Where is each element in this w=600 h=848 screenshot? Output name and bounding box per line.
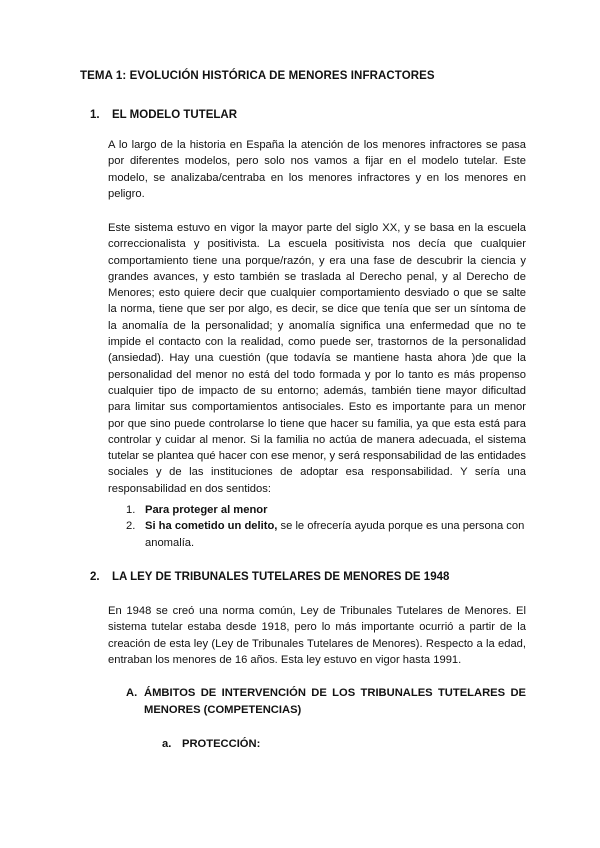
section-1-paragraph-2: Este sistema estuvo en vigor la mayor parte del siglo XX, y se basa en la escuela correccionalista y positivista. La escuela positivista nos decía que cualquier comportamiento tiene una porque/razón, y era una fase de descubrir la ciencia y grandes avances, y esto también se traslada al Derecho penal, y al Derecho de Menores; esto quiere decir que cualquier comportamiento desviado o que se salte la norma, tiene que ser por algo, es decir, se dice que tenía que ser un síntoma de la anomalía de la personalidad; y anomalía significa una enfermedad que no te impide el contacto con la realidad, como puede ser, trastornos de la personalidad (ansiedad). Hay una cuestión (que todavía se mantiene hasta ahora )de que la personalidad del menor no está del todo formada y por lo tanto es más propenso cualquier tipo de impacto de su entorno; además, también tiene mayor dificultad para limitar sus comportamientos antisociales. Esto es importante para un menor por que sino puede controlarse lo tiene que hacer su familia, ya que esta está para controlar y cuidar al menor. Si la familia no actúa de manera adecuada, el sistema tutelar se plantea qué hacer con ese menor, y será responsabilidad de las entidades sociales y de las instituciones de adoptar esa responsabilidad. Y sería una responsabilidad en dos sentidos:: [108, 222, 526, 495]
section-2-number: 2.: [90, 571, 100, 583]
section-1-title: EL MODELO TUTELAR: [112, 109, 238, 121]
section-1-list: [126, 502, 526, 551]
subsection-a-title: ÁMBITOS DE INTERVENCIÓN DE LOS TRIBUNALES TUTELARES DE MENORES (COMPETENCIAS): [144, 687, 526, 716]
list-item-text: se le ofrecería ayuda porque es una persona con anomalía.: [145, 520, 525, 549]
section-2-paragraph: En 1948 se creó una norma común, Ley de Tribunales Tutelares de Menores. El sistema tutelar estaba desde 1918, pero lo más importante ocurrió a partir de la creación de esta ley (Ley de Tribunales Tutelares de Menores). Respecto a la edad, entraban los menores de 16 años. Esta ley estuvo en vigor hasta 1991.: [108, 605, 526, 666]
list-item-bold: Si ha cometido un delito,: [145, 520, 278, 533]
subsection-a-a-title: PROTECCIÓN:: [182, 738, 261, 750]
list-item-bold: Para proteger al menor: [145, 504, 268, 516]
subsection-a-a-number: a.: [162, 738, 172, 750]
section-1-paragraph-1: A lo largo de la historia en España la atención de los menores infractores se pasa por diferentes modelos, pero solo nos vamos a fijar en el modelo tutelar. Este modelo, se analizaba/centraba en los menores infractores y en los menores en peligro.: [108, 139, 526, 200]
list-item-number: 2.: [126, 520, 136, 533]
section-2-title: LA LEY DE TRIBUNALES TUTELARES DE MENORES DE 1948: [112, 571, 450, 583]
list-item-number: 1.: [126, 504, 136, 516]
subsection-a-heading: [126, 685, 526, 719]
subsection-a-number: A.: [126, 687, 138, 699]
document-title: TEMA 1: EVOLUCIÓN HISTÓRICA DE MENORES INFRACTORES: [80, 70, 435, 82]
section-1-number: 1.: [90, 109, 100, 121]
list-item: [126, 502, 526, 518]
list-item: [126, 518, 526, 551]
